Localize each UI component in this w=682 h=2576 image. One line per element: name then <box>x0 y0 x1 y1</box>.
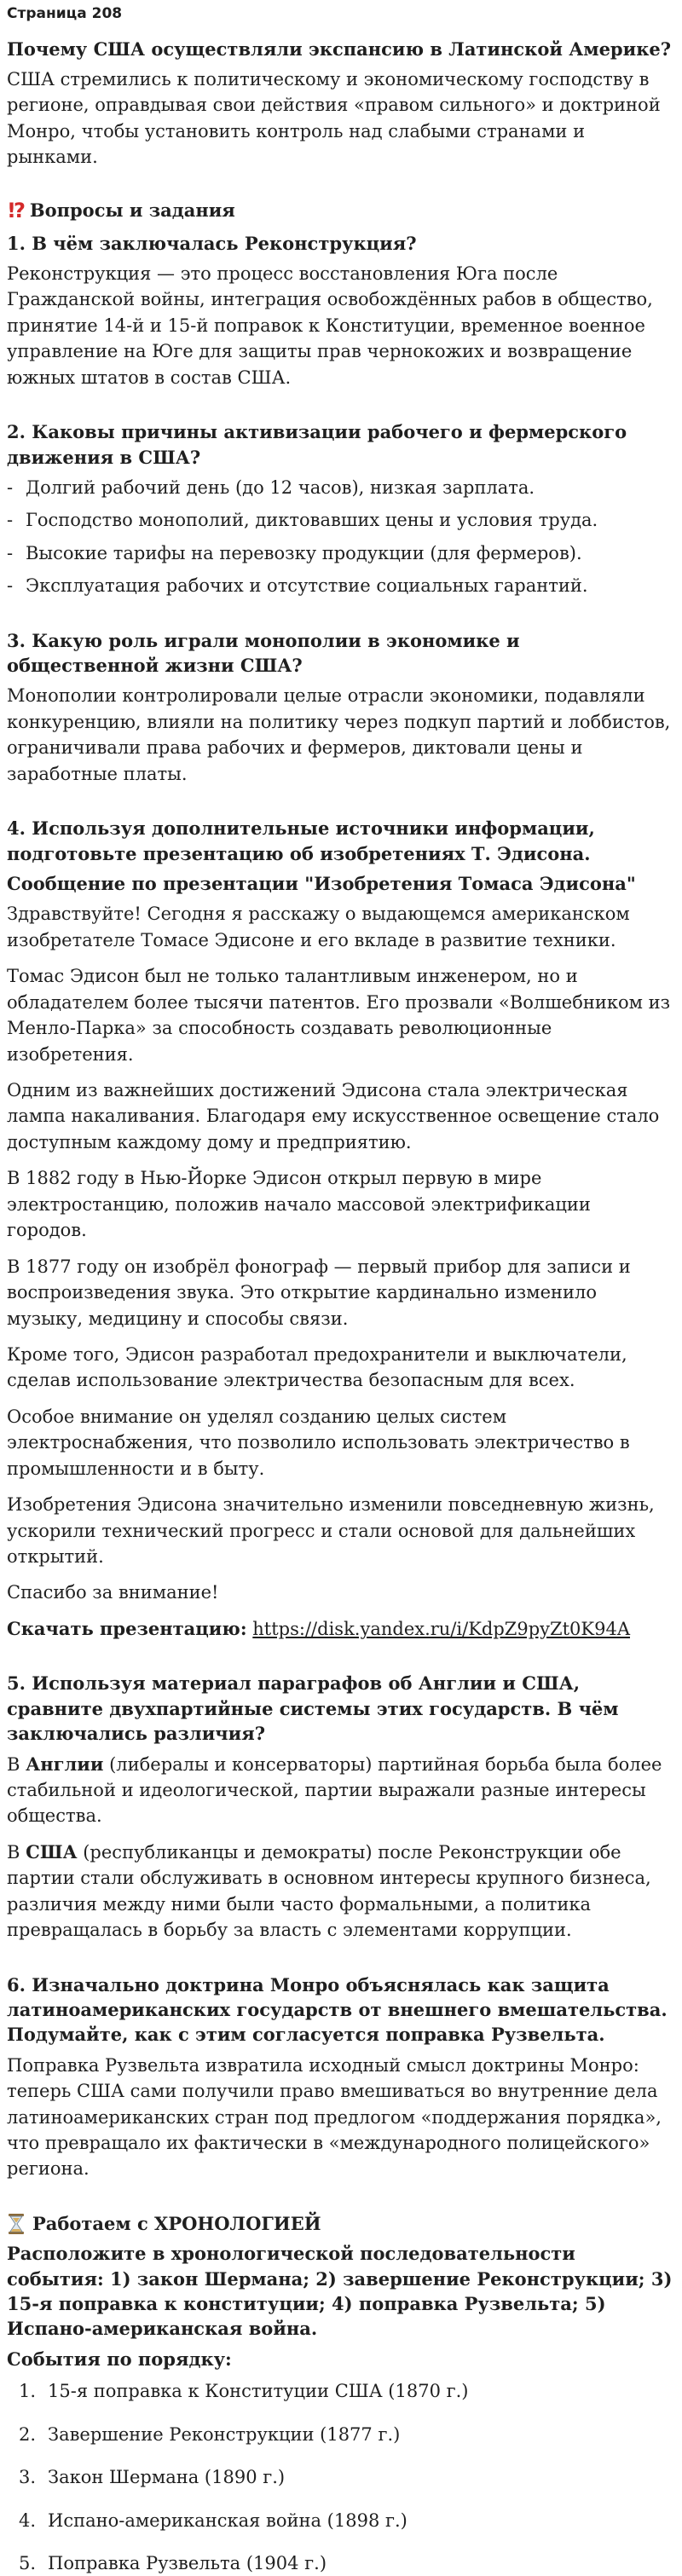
list-item <box>7 540 675 566</box>
event-text: Завершение Реконструкции (1877 г.) <box>48 2423 401 2445</box>
page <box>0 3 682 2576</box>
intro-section <box>7 37 675 170</box>
list-item <box>7 507 675 533</box>
england-paragraph <box>7 1752 675 1829</box>
usa-name: США <box>26 1840 78 1863</box>
question-3-answer: Монополии контролировали целые отрасли экономики, подавляли конкуренцию, влияли на политику через подкуп партий и лоббистов, ограничивали права рабочих и фермеров, диктовали цены и заработные платы. <box>7 685 671 784</box>
england-name: Англии <box>26 1753 104 1775</box>
question-6-answer: Поправка Рузвельта извратила исходный смысл доктрины Монро: теперь США сами получили право вмешиваться во внутренние дела латиноамериканских стран под предлогом «поддержания порядка», что превращало их фактически в «международного полицейского» региона. <box>7 2054 662 2180</box>
tasks-section-header <box>7 196 675 226</box>
question-2 <box>7 419 675 599</box>
chronology-task: Расположите в хронологической последовательности события: 1) закон Шермана; 2) завершение Реконструкции; 3) 15-я поправка к конституции; 4) поправка Рузвельта; 5) Испано-американская война. <box>7 2243 673 2340</box>
list-item-text: Долгий рабочий день (до 12 часов), низкая зарплата. <box>26 477 535 498</box>
download-row <box>7 1616 675 1642</box>
hourglass-icon <box>7 2213 26 2235</box>
list-item <box>7 2464 675 2490</box>
presentation-paragraph: В 1882 году в Нью-Йорке Эдисон открыл первую в мире электростанцию, положив начало массовой электрификации городов. <box>7 1168 591 1241</box>
event-number: 5. <box>19 2553 37 2574</box>
presentation-paragraph: В 1877 году он изобрёл фонограф — первый прибор для записи и воспроизведения звука. Это открытие кардинально изменило музыку, медицину и способы связи. <box>7 1256 631 1329</box>
tasks-section-title: Вопросы и задания <box>29 199 235 222</box>
presentation-paragraph: Одним из важнейших достижений Эдисона стала электрическая лампа накаливания. Благодаря ему искусственное освещение стало доступным каждому дому и предприятию. <box>7 1080 660 1152</box>
presentation-paragraph: Здравствуйте! Сегодня я расскажу о выдающемся американском изобретателе Томасе Эдисоне и его вкладе в развитие техники. <box>7 904 630 950</box>
question-6-heading: 6. Изначально доктрина Монро объяснялась как защита латиноамериканских государств от внешнего вмешательства. Подумайте, как с этим согласуется поправка Рузвельта. <box>7 1973 668 2046</box>
question-4 <box>7 816 675 1642</box>
list-item-text: Эксплуатация рабочих и отсутствие социальных гарантий. <box>26 575 588 597</box>
list-item <box>7 2508 675 2533</box>
download-label: Скачать презентацию: <box>7 1617 247 1639</box>
question-6 <box>7 1972 675 2182</box>
usa-paragraph <box>7 1840 675 1944</box>
event-text: Поправка Рузвельта (1904 г.) <box>48 2553 327 2574</box>
chronology-events <box>7 2378 675 2576</box>
question-3 <box>7 628 675 788</box>
event-number: 3. <box>19 2467 37 2488</box>
question-3-heading: 3. Какую роль играли монополии в экономике и общественной жизни США? <box>7 629 520 677</box>
chronology-order-label: События по порядку: <box>7 2348 232 2370</box>
list-item-text: Высокие тарифы на перевозку продукции (для фермеров). <box>26 542 582 563</box>
question-2-heading: 2. Каковы причины активизации рабочего и фермерского движения в США? <box>7 421 627 468</box>
question-5-heading: 5. Используя материал параграфов об Англии и США, сравните двухпартийные системы этих государств. В чём заключались различия? <box>7 1672 619 1745</box>
list-item-text: Господство монополий, диктовавших цены и условия труда. <box>26 510 598 531</box>
chronology-section <box>7 2241 675 2576</box>
presentation-paragraph: Томас Эдисон был не только талантливым инженером, но и обладателем более тысячи патентов. Его прозвали «Волшебником из Менло-Парка» за способность создавать революционные изобретения. <box>7 966 671 1065</box>
dash-bullet: - <box>7 542 14 563</box>
chronology-title: Работаем с ХРОНОЛОГИЕЙ <box>32 2212 321 2234</box>
page-label: Страница 208 <box>7 5 123 22</box>
presentation-paragraph: Спасибо за внимание! <box>7 1582 219 1603</box>
event-number: 1. <box>19 2381 37 2402</box>
presentation-paragraph: Особое внимание он уделял созданию целых систем электроснабжения, что позволило использовать электричество в промышленности и в быту. <box>7 1406 630 1479</box>
question-2-list <box>7 475 675 599</box>
question-4-heading: 4. Используя дополнительные источники информации, подготовьте презентацию об изобретениях Т. Эдисона. <box>7 817 595 864</box>
question-1 <box>7 231 675 391</box>
list-item <box>7 2550 675 2576</box>
double-exclamation-question-icon: !? <box>7 198 23 222</box>
dash-bullet: - <box>7 510 14 531</box>
chronology-header <box>7 2211 675 2236</box>
usa-prefix: В <box>7 1841 26 1863</box>
question-1-heading: 1. В чём заключалась Реконструкция? <box>7 232 417 254</box>
england-text: (либералы и консерваторы) партийная борьба была более стабильной и идеологической, партии выражали разные интересы общества. <box>7 1753 662 1827</box>
download-link[interactable]: https://disk.yandex.ru/i/KdpZ9pyZt0K94A <box>252 1618 630 1639</box>
event-text: Закон Шермана (1890 г.) <box>48 2467 286 2488</box>
list-item <box>7 2378 675 2404</box>
england-prefix: В <box>7 1753 26 1775</box>
usa-text: (республиканцы и демократы) после Реконструкции обе партии стали обслуживать в основном интересы крупного бизнеса, различия между ними были часто формальными, а политика превращалась в борьбу за власть с элементами коррупции. <box>7 1841 651 1941</box>
list-item <box>7 475 675 500</box>
list-item <box>7 2422 675 2447</box>
question-1-answer: Реконструкция — это процесс восстановления Юга после Гражданской войны, интеграция освобождённых рабов в общество, принятие 14-й и 15-й поправок к Конституции, временное военное управление на Юге для защиты прав чернокожих и возвращение южных штатов в состав США. <box>7 263 653 388</box>
event-text: Испано-американская война (1898 г.) <box>48 2510 407 2531</box>
presentation-title: Сообщение по презентации "Изобретения Томаса Эдисона" <box>7 873 636 894</box>
question-5 <box>7 1671 675 1943</box>
intro-heading: Почему США осуществляли экспансию в Латинской Америке? <box>7 38 672 60</box>
list-item <box>7 573 675 598</box>
event-number: 2. <box>19 2423 37 2445</box>
event-text: 15-я поправка к Конституции США (1870 г.) <box>48 2381 469 2402</box>
intro-text: США стремились к политическому и экономическому господству в регионе, оправдывая свои действия «правом сильного» и доктриной Монро, чтобы установить контроль над слабыми странами и рынками. <box>7 69 661 168</box>
dash-bullet: - <box>7 477 14 498</box>
event-number: 4. <box>19 2510 37 2531</box>
presentation-paragraph: Изобретения Эдисона значительно изменили повседневную жизнь, ускорили технический прогресс и стали основой для дальнейших открытий. <box>7 1494 655 1568</box>
dash-bullet: - <box>7 575 14 597</box>
presentation-paragraph: Кроме того, Эдисон разработал предохранители и выключатели, сделав использование электричества безопасным для всех. <box>7 1343 627 1391</box>
